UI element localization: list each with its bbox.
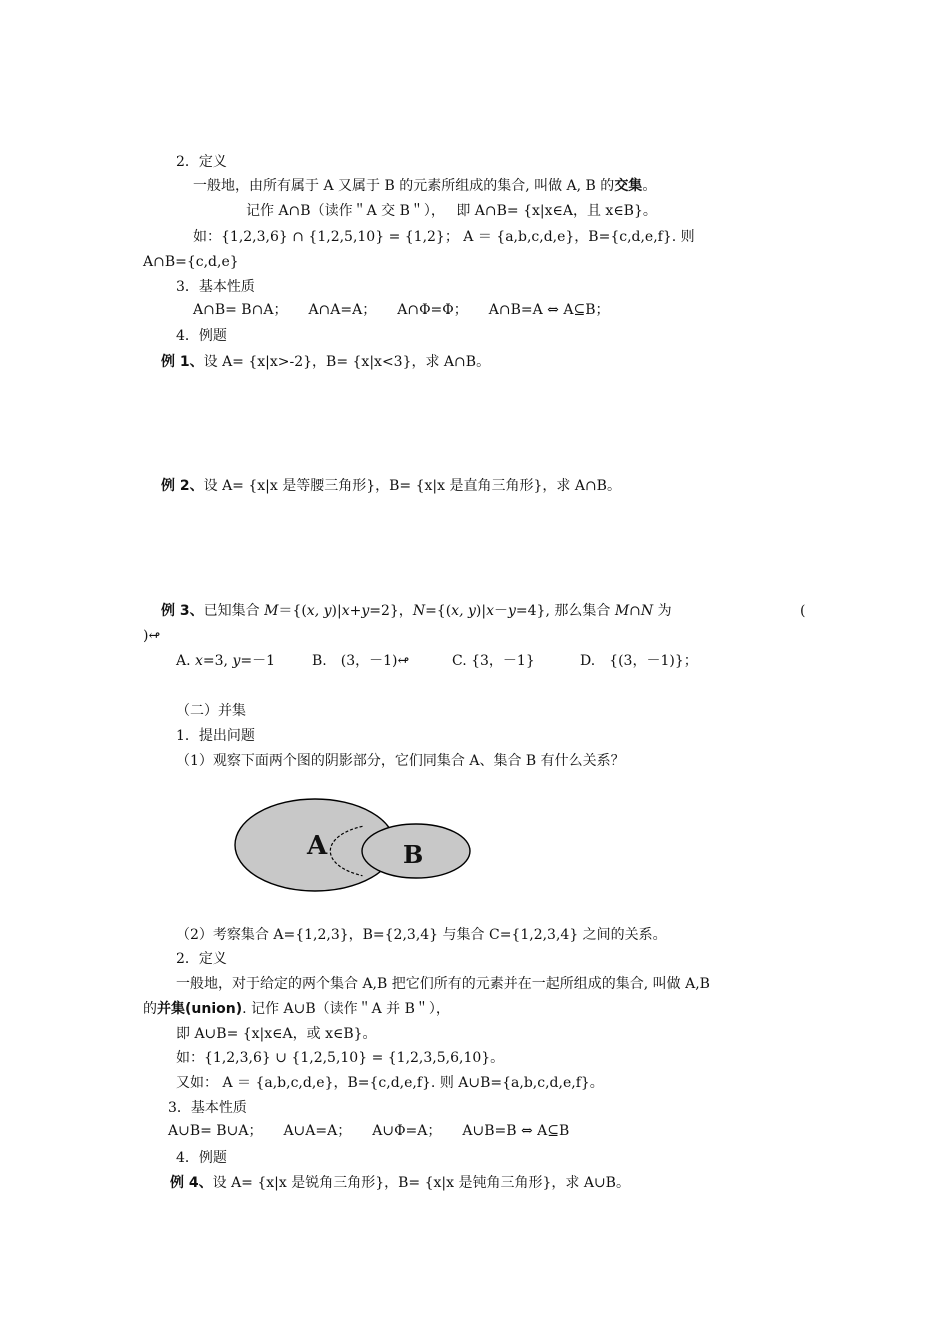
- union-definition-line1: 一般地，对于给定的两个集合 A,B 把它们所有的元素并在一起所组成的集合, 叫做 A,B: [176, 976, 710, 992]
- union-example-line1: 如：{1,2,3,6} ∪ {1,2,5,10} = {1,2,3,5,6,10}。: [176, 1050, 505, 1066]
- example-3-stem: 例 3、已知集合 M＝{(x, y)|x+y=2}，N={(x, y)|x－y=4}, 那么集合 M∩N 为: [161, 603, 672, 619]
- intersection-example-line2: A∩B={c,d,e}: [143, 254, 239, 270]
- intersection-definition-heading: 2．定义: [176, 154, 227, 170]
- union-definition-line2: 的并集(union). 记作 A∪B（读作＂A 并 B＂），: [143, 1001, 450, 1017]
- union-question-2: （2）考察集合 A={1,2,3}，B={2,3,4} 与集合 C={1,2,3,4} 之间的关系。: [176, 927, 667, 943]
- example-3-label: 例 3、: [161, 603, 204, 619]
- union-definition-heading: 2．定义: [176, 951, 227, 967]
- intersection-properties-heading: 3．基本性质: [176, 279, 255, 295]
- example-3-option-c: C. {3，－1}: [452, 653, 535, 669]
- example-4-label: 例 4、: [170, 1175, 213, 1191]
- union-section-heading: （二）并集: [176, 703, 246, 719]
- example-2-label: 例 2、: [161, 478, 204, 494]
- example-3-option-b: B. (3，－1)↫: [312, 653, 410, 669]
- union-properties: A∪B= B∪A； A∪A=A； A∪Φ=A； A∪B=B ⇔ A⊆B: [168, 1123, 570, 1139]
- intersection-notation: 记作 A∩B（读作＂A 交 B＂）， 即 A∩B= {x|x∈A，且 x∈B}。: [246, 203, 657, 219]
- example-2: 例 2、设 A= {x|x 是等腰三角形}，B= {x|x 是直角三角形}，求 A∩B。: [161, 478, 621, 494]
- union-question-1: （1）观察下面两个图的阴影部分，它们同集合 A、集合 B 有什么关系？: [176, 753, 625, 769]
- union-question-heading: 1．提出问题: [176, 728, 255, 744]
- example-1: 例 1、设 A= {x|x>-2}，B= {x|x<3}，求 A∩B。: [161, 354, 491, 370]
- example-3-option-d: D. {(3，－1)}；: [580, 653, 698, 669]
- example-3-option-a: A. x=3, y=－1: [176, 653, 276, 669]
- example-1-label: 例 1、: [161, 354, 204, 370]
- example-4: 例 4、设 A= {x|x 是锐角三角形}，B= {x|x 是钝角三角形}，求 A∪B。: [170, 1175, 630, 1191]
- union-example-line2: 又如： A ＝ {a,b,c,d,e}，B={c,d,e,f}. 则 A∪B={a,b,c,d,e,f}。: [176, 1075, 604, 1091]
- example-3-answer-paren-open: (: [800, 603, 806, 619]
- union-definition-line3: 即 A∪B= {x|x∈A，或 x∈B}。: [176, 1026, 377, 1042]
- intersection-term: 交集: [614, 178, 643, 194]
- union-term: 并集(union): [157, 1001, 243, 1017]
- intersection-examples-heading: 4．例题: [176, 328, 227, 344]
- venn-label-b: B: [403, 840, 424, 869]
- intersection-properties: A∩B= B∩A； A∩A=A； A∩Φ=Φ； A∩B=A ⇔ A⊆B；: [193, 302, 610, 318]
- venn-diagram: [230, 793, 480, 903]
- union-examples-heading: 4．例题: [176, 1150, 227, 1166]
- example-3-answer-paren-close: )↫: [143, 628, 161, 644]
- union-properties-heading: 3．基本性质: [168, 1100, 247, 1116]
- intersection-definition-text: 一般地，由所有属于 A 又属于 B 的元素所组成的集合, 叫做 A, B 的交集。: [193, 178, 657, 194]
- intersection-example-line1: 如：{1,2,3,6} ∩ {1,2,5,10} = {1,2}； A ＝ {a,b,c,d,e}，B={c,d,e,f}. 则: [193, 229, 695, 245]
- venn-label-a: A: [307, 831, 328, 861]
